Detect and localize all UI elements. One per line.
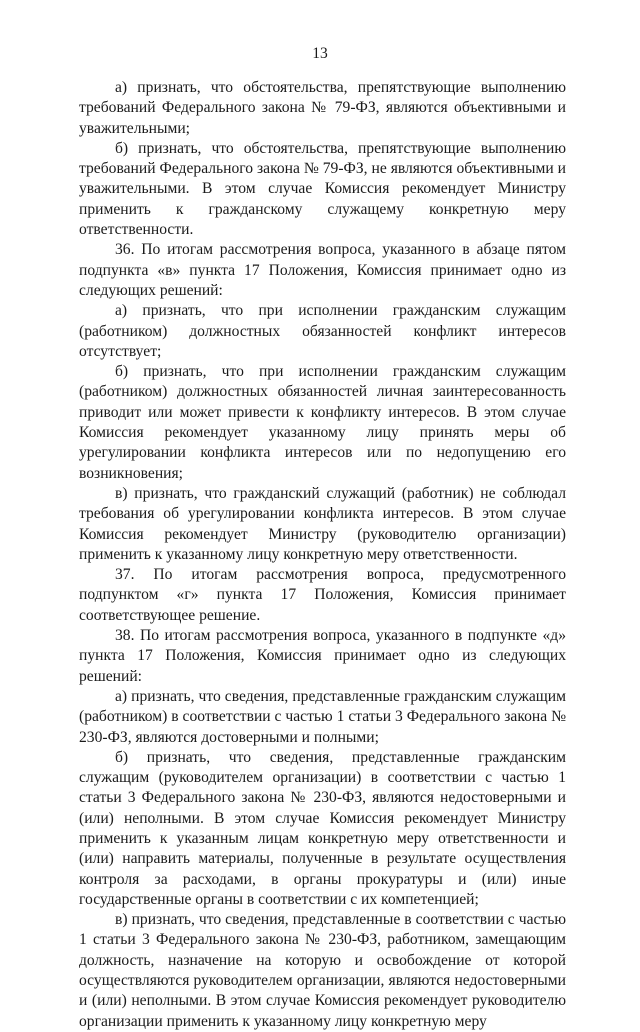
paragraph-38b: б) признать, что сведения, представленные гражданским служащим (руководителем организации) в соответствии с частью 1 статьи 3 Федерального закона № 230-ФЗ, являются недостоверными и (или) неполными. В этом случае Комиссия рекомендует Министру применить к указанным лицам конкретную меру ответственности и (или) направить материалы, полученные в результате осуществления контроля за расходами, в органы прокуратуры и (или) иные государственные органы в соответствии с их компетенцией; [79, 748, 566, 908]
body-text [79, 78, 566, 1032]
paragraph-36c: в) признать, что гражданский служащий (работник) не соблюдал требования об урегулировании конфликта интересов. В этом случае Комиссия рекомендует Министру (руководителю организации) применить к указанному лицу конкретную меру ответственности. [79, 484, 566, 563]
paragraph-36b: б) признать, что при исполнении гражданским служащим (работником) должностных обязанностей личная заинтересованность приводит или может привести к конфликту интересов. В этом случае Комиссия рекомендует указанному лицу принять меры об урегулировании конфликта интересов или по недопущению его возникновения; [79, 363, 566, 482]
page-number: 13 [312, 45, 328, 62]
paragraph-38: 38. По итогам рассмотрения вопроса, указанного в подпункте «д» пункта 17 Положения, Комиссия принимает одно из следующих решений: [79, 627, 566, 685]
paragraph-1b: б) признать, что обстоятельства, препятствующие выполнению требований Федерального закона № 79-ФЗ, не являются объективными и уважительными. В этом случае Комиссия рекомендует Министру применить к гражданскому служащему конкретную меру ответственности. [79, 139, 566, 239]
paragraph-38a: а) признать, что сведения, представленные гражданским служащим (работником) в соответствии с частью 1 статьи 3 Федерального закона № 230-ФЗ, являются достоверными и полными; [79, 687, 566, 746]
paragraph-1a: а) признать, что обстоятельства, препятствующие выполнению требований Федерального закона № 79-ФЗ, являются объективными и уважительными; [79, 79, 566, 137]
paragraph-37: 37. По итогам рассмотрения вопроса, предусмотренного подпунктом «г» пункта 17 Положения, Комиссия принимает соответствующее решение. [79, 566, 566, 624]
paragraph-38c: в) признать, что сведения, представленные в соответствии с частью 1 статьи 3 Федерального закона № 230-ФЗ, работником, замещающим должность, назначение на которую и освобождение от которой осуществляются руководителем организации, являются недостоверными и (или) неполными. В этом случае Комиссия рекомендует руководителю организации применить к указанному лицу конкретную меру [79, 911, 566, 1030]
paragraph-36a: а) признать, что при исполнении гражданским служащим (работником) должностных обязанностей конфликт интересов отсутствует; [79, 302, 566, 360]
paragraph-36: 36. По итогам рассмотрения вопроса, указанного в абзаце пятом подпункта «в» пункта 17 Положения, Комиссия принимает одно из следующих решений: [79, 241, 566, 299]
